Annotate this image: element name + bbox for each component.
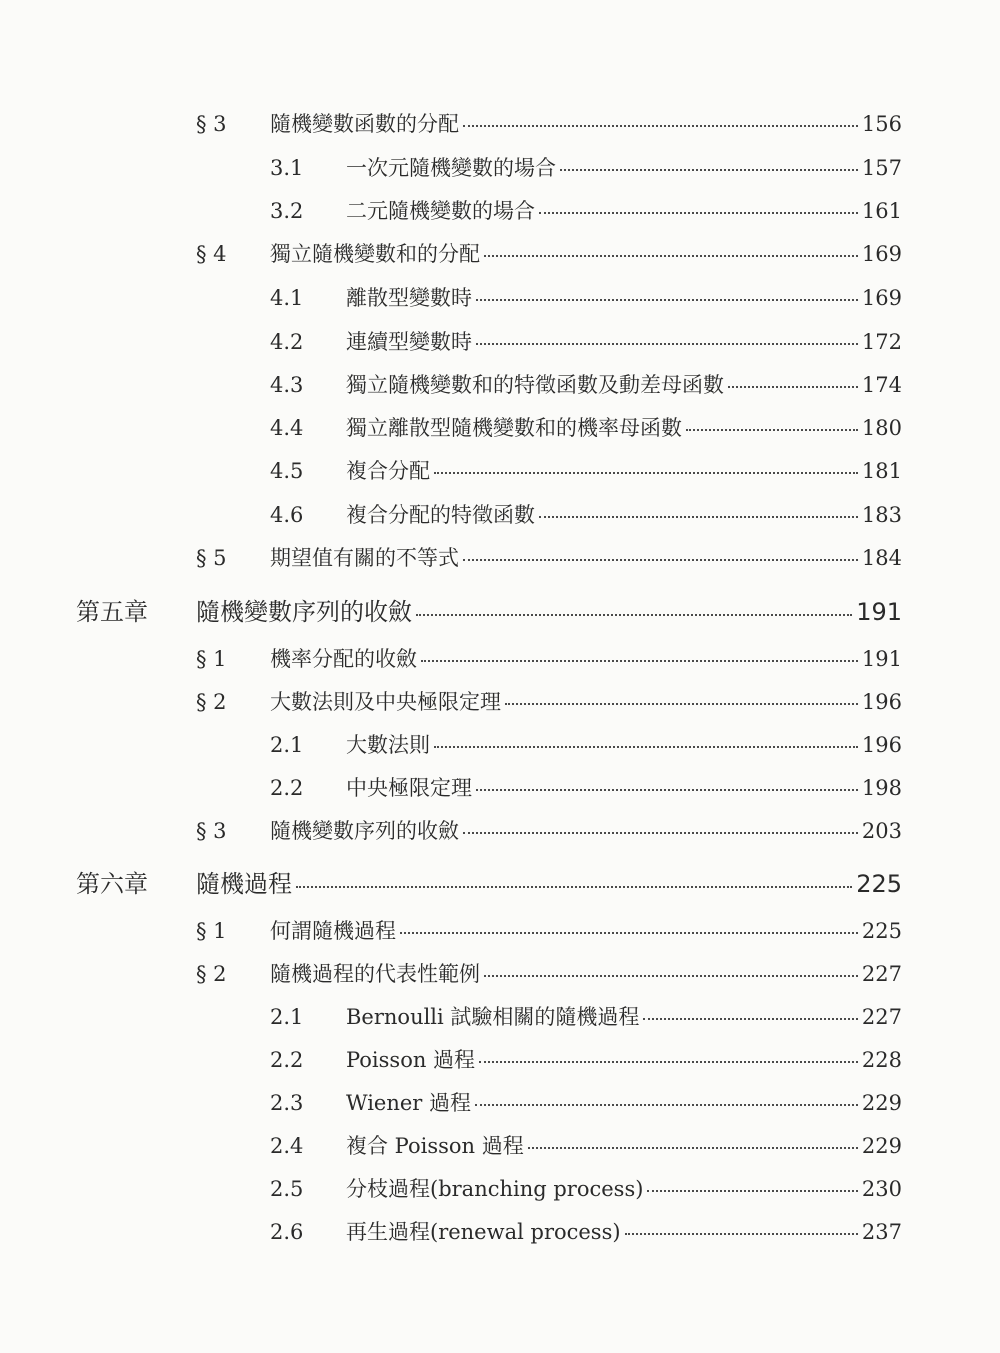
entry-title: 獨立隨機變數和的特徵函數及動差母函數: [346, 373, 724, 397]
dot-leader: [476, 789, 858, 791]
dot-leader: [434, 746, 858, 748]
entry-page: 174: [861, 373, 902, 397]
toc-chapter-entry: [76, 864, 902, 899]
toc-entry: [270, 1044, 902, 1074]
entry-page: 172: [861, 330, 902, 354]
chapter-title: 隨機過程: [196, 870, 292, 898]
entry-page: 183: [861, 503, 902, 527]
entry-number: § 1: [196, 647, 227, 671]
entry-title: Poisson 過程: [346, 1048, 476, 1072]
entry-title: 機率分配的收斂: [270, 647, 417, 671]
entry-page: 227: [861, 962, 902, 986]
entry-number: 2.4: [270, 1134, 304, 1158]
dot-leader: [416, 614, 852, 616]
entry-page: 225: [861, 919, 902, 943]
toc-entry: [196, 238, 902, 268]
entry-page: 229: [861, 1091, 902, 1115]
entry-page: 191: [861, 647, 902, 671]
entry-page: 169: [861, 242, 902, 266]
toc-entry: [270, 195, 902, 225]
entry-number: 2.5: [270, 1177, 304, 1201]
dot-leader: [686, 429, 858, 431]
toc-entry: [196, 542, 902, 572]
entry-page: 161: [861, 199, 902, 223]
entry-title: 中央極限定理: [346, 776, 472, 800]
toc-chapter-entry: [76, 592, 902, 627]
entry-number: 2.2: [270, 776, 304, 800]
toc-entry: [196, 686, 902, 716]
toc-entry: [270, 152, 902, 182]
chapter-number: 第六章: [76, 870, 148, 898]
toc-entry: [196, 108, 902, 138]
dot-leader: [463, 832, 858, 834]
chapter-title: 隨機變數序列的收斂: [196, 598, 412, 626]
entry-page: 180: [861, 416, 902, 440]
toc-entry: [196, 643, 902, 673]
dot-leader: [434, 472, 858, 474]
dot-leader: [647, 1190, 857, 1192]
dot-leader: [463, 125, 858, 127]
entry-title: 隨機變數序列的收斂: [270, 819, 459, 843]
entry-page: 227: [861, 1005, 902, 1029]
entry-number: 2.2: [270, 1048, 304, 1072]
chapter-page: 225: [856, 870, 902, 898]
toc-entry: [196, 958, 902, 988]
toc-entry: [270, 369, 902, 399]
toc-entry: [270, 499, 902, 529]
toc-entry: [270, 1173, 902, 1203]
toc-entry: [270, 326, 902, 356]
entry-number: 4.6: [270, 503, 304, 527]
entry-number: 2.1: [270, 1005, 304, 1029]
dot-leader: [539, 516, 858, 518]
dot-leader: [484, 975, 858, 977]
toc-entry: [270, 282, 902, 312]
entry-page: 237: [861, 1220, 902, 1244]
dot-leader: [625, 1233, 858, 1235]
entry-title: 一次元隨機變數的場合: [346, 156, 556, 180]
entry-page: 203: [861, 819, 902, 843]
dot-leader: [528, 1147, 858, 1149]
entry-page: 156: [861, 112, 902, 136]
entry-page: 230: [861, 1177, 902, 1201]
dot-leader: [505, 703, 858, 705]
entry-title: 複合 Poisson 過程: [346, 1134, 524, 1158]
entry-page: 198: [861, 776, 902, 800]
toc-entry: [270, 412, 902, 442]
dot-leader: [560, 169, 858, 171]
toc-entry: [270, 772, 902, 802]
entry-number: 2.6: [270, 1220, 304, 1244]
toc-entry: [270, 1130, 902, 1160]
entry-number: 4.4: [270, 416, 304, 440]
toc-entry: [196, 915, 902, 945]
dot-leader: [476, 343, 858, 345]
entry-number: § 3: [196, 819, 227, 843]
entry-title: Bernoulli 試驗相關的隨機過程: [346, 1005, 640, 1029]
entry-number: § 3: [196, 112, 227, 136]
entry-title: 獨立隨機變數和的分配: [270, 242, 480, 266]
entry-title: 離散型變數時: [346, 286, 472, 310]
toc-entry: [270, 455, 902, 485]
entry-title: 隨機過程的代表性範例: [270, 962, 480, 986]
toc-entry: [196, 815, 902, 845]
entry-number: § 1: [196, 919, 227, 943]
entry-title: 大數法則及中央極限定理: [270, 690, 501, 714]
entry-number: § 4: [196, 242, 227, 266]
entry-number: 4.3: [270, 373, 304, 397]
dot-leader: [539, 212, 858, 214]
entry-title: 二元隨機變數的場合: [346, 199, 535, 223]
dot-leader: [484, 255, 858, 257]
entry-page: 228: [861, 1048, 902, 1072]
entry-title: 大數法則: [346, 733, 430, 757]
entry-number: 3.1: [270, 156, 304, 180]
entry-title: 複合分配的特徵函數: [346, 503, 535, 527]
entry-page: 229: [861, 1134, 902, 1158]
toc-entry: [270, 1216, 902, 1246]
entry-number: 2.1: [270, 733, 304, 757]
entry-page: 196: [861, 733, 902, 757]
entry-page: 181: [861, 459, 902, 483]
toc-entry: [270, 1001, 902, 1031]
dot-leader: [463, 559, 858, 561]
entry-number: 4.1: [270, 286, 304, 310]
entry-number: § 5: [196, 546, 227, 570]
entry-number: 4.2: [270, 330, 304, 354]
dot-leader: [476, 299, 858, 301]
toc-entry: [270, 729, 902, 759]
entry-title: 期望值有關的不等式: [270, 546, 459, 570]
entry-title: 連續型變數時: [346, 330, 472, 354]
entry-page: 184: [861, 546, 902, 570]
chapter-number: 第五章: [76, 598, 148, 626]
entry-title: 獨立離散型隨機變數和的機率母函數: [346, 416, 682, 440]
entry-number: § 2: [196, 690, 227, 714]
dot-leader: [475, 1104, 858, 1106]
entry-title: 隨機變數函數的分配: [270, 112, 459, 136]
entry-title: 複合分配: [346, 459, 430, 483]
dot-leader: [643, 1018, 857, 1020]
dot-leader: [479, 1061, 858, 1063]
dot-leader: [728, 386, 858, 388]
entry-title: 再生過程(renewal process): [346, 1220, 621, 1244]
chapter-page: 191: [856, 598, 902, 626]
entry-title: 何謂隨機過程: [270, 919, 396, 943]
entry-title: Wiener 過程: [346, 1091, 472, 1115]
dot-leader: [400, 932, 858, 934]
entry-number: 2.3: [270, 1091, 304, 1115]
entry-number: 3.2: [270, 199, 304, 223]
entry-page: 169: [861, 286, 902, 310]
dot-leader: [421, 660, 858, 662]
toc-entry: [270, 1087, 902, 1117]
entry-title: 分枝過程(branching process): [346, 1177, 644, 1201]
entry-page: 196: [861, 690, 902, 714]
entry-number: 4.5: [270, 459, 304, 483]
entry-page: 157: [861, 156, 902, 180]
entry-number: § 2: [196, 962, 227, 986]
dot-leader: [296, 886, 852, 888]
